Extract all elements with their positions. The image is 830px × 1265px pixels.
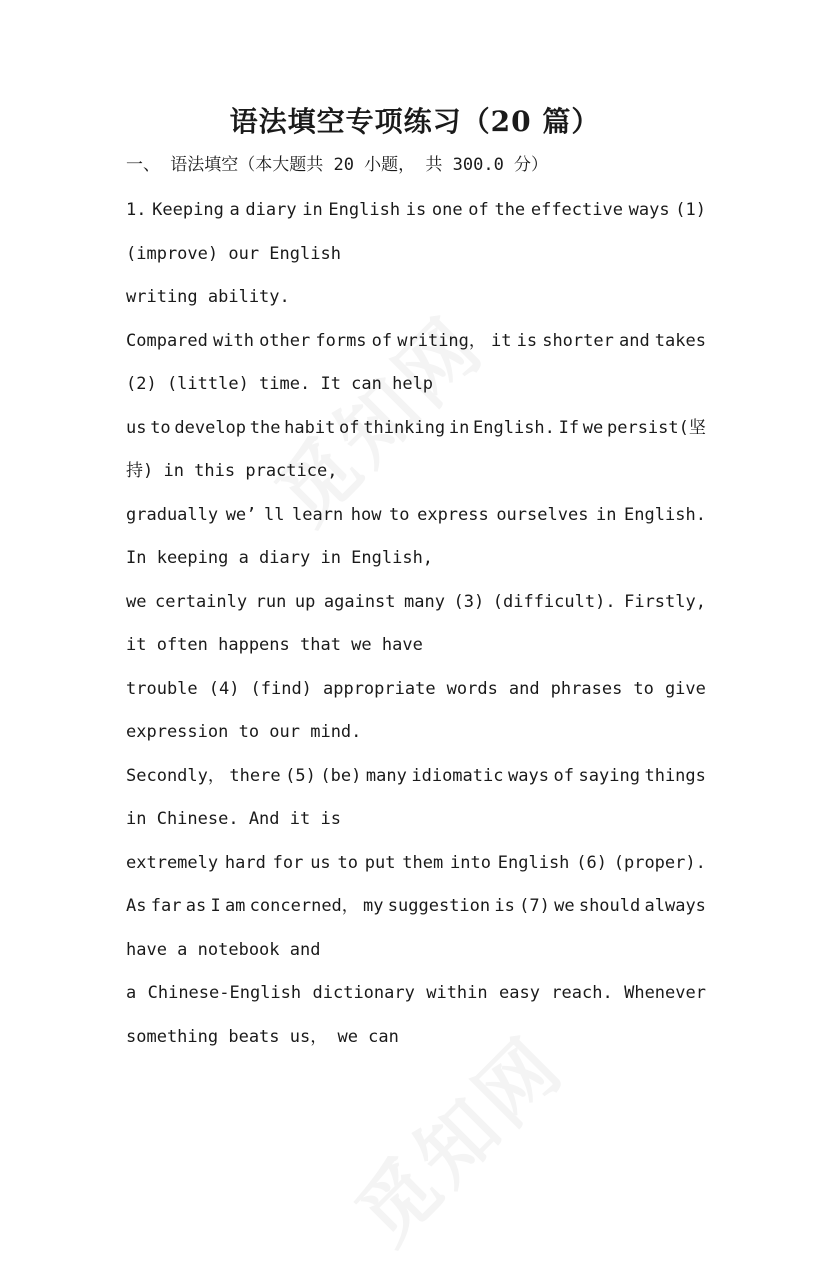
text-line: us to develop the habit of thinking in English. If we persist(坚 xyxy=(126,417,706,438)
text-line: Secondly， there (5) (be) many idiomatic ways of saying things xyxy=(126,765,706,786)
text-line: As far as I am concerned， my suggestion is (7) we should always xyxy=(126,896,706,916)
section-heading: 一、 语法填空（本大题共 20 小题， 共 300.0 分） xyxy=(126,155,549,175)
text-line: extremely hard for us to put them into English (6) (proper). xyxy=(126,852,706,873)
text-line: (improve) our English xyxy=(126,243,341,264)
text-line: expression to our mind. xyxy=(126,722,362,742)
text-line: a Chinese-English dictionary within easy reach. Whenever xyxy=(126,983,706,1003)
text-line: 1. Keeping a diary in English is one of the effective ways (1) xyxy=(126,200,706,220)
text-line: it often happens that we have xyxy=(126,635,423,655)
text-line: in Chinese. And it is xyxy=(126,809,341,829)
text-line: Compared with other forms of writing， it is shorter and takes xyxy=(126,330,706,351)
text-line: have a notebook and xyxy=(126,939,321,960)
text-line: trouble (4) (find) appropriate words and phrases to give xyxy=(126,678,706,699)
text-line: In keeping a diary in English, xyxy=(126,548,434,568)
text-line: we certainly run up against many (3) (difficult). Firstly, xyxy=(126,591,706,612)
passage-body xyxy=(126,195,706,1065)
text-line: writing ability. xyxy=(126,287,290,307)
text-line: 持) in this practice, xyxy=(126,461,338,481)
text-line: gradually we’ ll learn how to express ourselves in English. xyxy=(126,504,706,525)
text-line: something beats us， we can xyxy=(126,1026,399,1047)
page-title: 语法填空专项练习（20 篇） xyxy=(229,105,601,138)
text-line: (2) (little) time. It can help xyxy=(126,374,434,394)
